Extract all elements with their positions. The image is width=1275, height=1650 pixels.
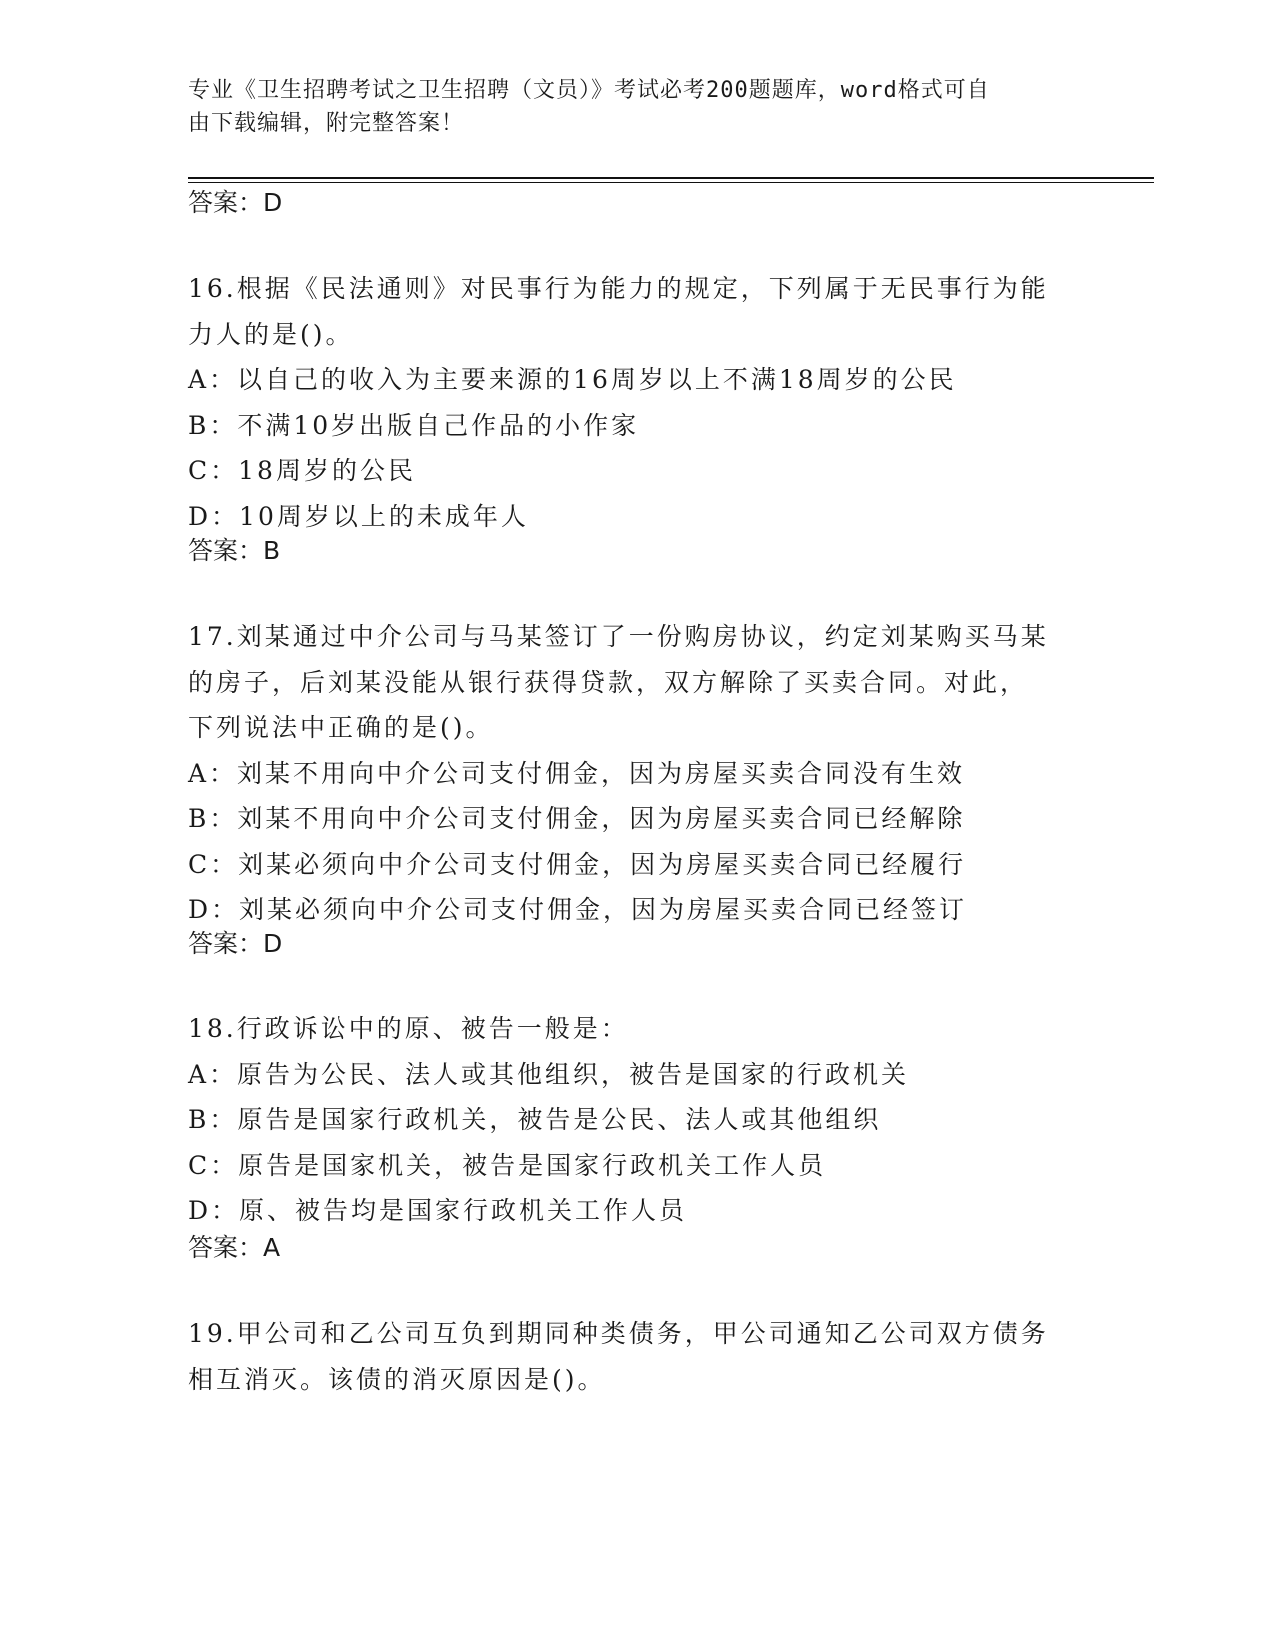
answer-16: 答案：B bbox=[188, 536, 281, 565]
answer-15: 答案：D bbox=[188, 188, 283, 217]
option-c: C：18周岁的公民 bbox=[188, 456, 416, 485]
option-d: D：刘某必须向中介公司支付佣金，因为房屋买卖合同已经签订 bbox=[188, 895, 968, 924]
document-header bbox=[188, 74, 1068, 140]
header-divider bbox=[188, 177, 1154, 179]
option-d: D：原、被告均是国家行政机关工作人员 bbox=[188, 1196, 688, 1225]
question-stem: 力人的是()。 bbox=[188, 319, 354, 349]
question-stem: 17.刘某通过中介公司与马某签订了一份购房协议，约定刘某购买马某 bbox=[188, 622, 1049, 651]
answer-17: 答案：D bbox=[188, 929, 283, 958]
question-19 bbox=[188, 1311, 1068, 1402]
option-c: C：原告是国家机关，被告是国家行政机关工作人员 bbox=[188, 1150, 827, 1180]
header-line-2: 由下载编辑，附完整答案！ bbox=[188, 111, 465, 136]
question-17 bbox=[188, 614, 1068, 933]
option-a: A：原告为公民、法人或其他组织，被告是国家的行政机关 bbox=[188, 1059, 910, 1089]
answer-18: 答案：A bbox=[188, 1233, 281, 1262]
option-c: C：刘某必须向中介公司支付佣金，因为房屋买卖合同已经履行 bbox=[188, 849, 967, 879]
option-b: B：原告是国家行政机关，被告是公民、法人或其他组织 bbox=[188, 1105, 882, 1134]
option-d: D：10周岁以上的未成年人 bbox=[188, 501, 529, 531]
question-stem: 相互消灭。该债的消灭原因是()。 bbox=[188, 1364, 606, 1394]
header-line-1: 专业《卫生招聘考试之卫生招聘（文员）》考试必考200题题库，word格式可自 bbox=[188, 78, 990, 103]
option-b: B：不满10岁出版自己作品的小作家 bbox=[188, 410, 640, 440]
question-stem: 19.甲公司和乙公司互负到期同种类债务，甲公司通知乙公司双方债务 bbox=[188, 1319, 1049, 1348]
question-18 bbox=[188, 1006, 1068, 1234]
header-divider-thin bbox=[188, 182, 1154, 183]
option-a: A：以自己的收入为主要来源的16周岁以上不满18周岁的公民 bbox=[188, 365, 957, 394]
option-a: A：刘某不用向中介公司支付佣金，因为房屋买卖合同没有生效 bbox=[188, 758, 966, 788]
question-stem: 的房子，后刘某没能从银行获得贷款，双方解除了买卖合同。对此， bbox=[188, 667, 1029, 697]
option-b: B：刘某不用向中介公司支付佣金，因为房屋买卖合同已经解除 bbox=[188, 804, 966, 833]
question-stem: 16.根据《民法通则》对民事行为能力的规定，下列属于无民事行为能 bbox=[188, 274, 1049, 303]
question-stem: 下列说法中正确的是()。 bbox=[188, 713, 494, 742]
question-16 bbox=[188, 266, 1068, 539]
question-stem: 18.行政诉讼中的原、被告一般是： bbox=[188, 1014, 629, 1043]
